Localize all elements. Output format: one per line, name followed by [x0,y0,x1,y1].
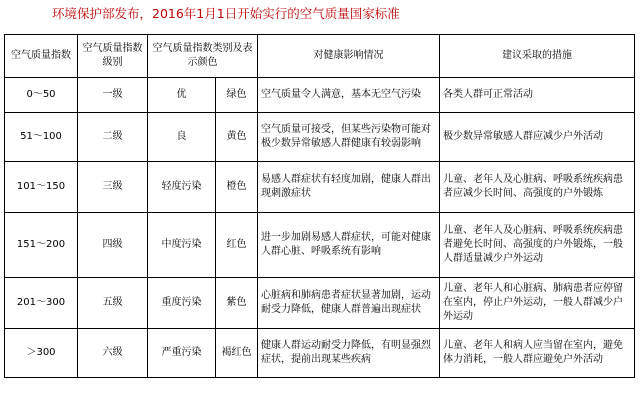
advice-cell: 儿童、老年人和心脏病、肺病患者应停留在室内，停止户外运动，一般人群减少户外运动 [440,278,635,329]
health-cell: 空气质量令人满意，基本无空气污染 [258,78,440,113]
category-cell: 中度污染 [148,213,216,278]
category-cell: 良 [148,113,216,162]
table-row [5,113,635,162]
category-cell: 严重污染 [148,329,216,378]
index-cell: 101～150 [5,162,78,213]
page-title: 环境保护部发布，2016年1月1日开始实行的空气质量国家标准 [52,6,400,21]
level-cell: 二级 [78,113,148,162]
health-cell: 空气质量可接受，但某些污染物可能对极少数异常敏感人群健康有较弱影响 [258,113,440,162]
table-row [5,162,635,213]
color-cell: 紫色 [216,278,258,329]
category-cell: 重度污染 [148,278,216,329]
header-category: 空气质量指数类别及表示颜色 [148,35,258,78]
level-cell: 五级 [78,278,148,329]
color-cell: 褐红色 [216,329,258,378]
level-cell: 四级 [78,213,148,278]
category-cell: 优 [148,78,216,113]
health-cell: 心脏病和肺病患者症状显著加剧，运动耐受力降低，健康人群普遍出现症状 [258,278,440,329]
index-cell: 51～100 [5,113,78,162]
table-row [5,78,635,113]
header-index: 空气质量指数 [5,35,78,78]
color-cell: 绿色 [216,78,258,113]
table-row [5,213,635,278]
advice-cell: 各类人群可正常活动 [440,78,635,113]
header-level: 空气质量指数级别 [78,35,148,78]
level-cell: 一级 [78,78,148,113]
header-row [5,35,635,78]
health-cell: 易感人群症状有轻度加剧，健康人群出现刺激症状 [258,162,440,213]
color-cell: 黄色 [216,113,258,162]
air-quality-table [4,34,635,378]
health-cell: 健康人群运动耐受力降低，有明显强烈症状，提前出现某些疾病 [258,329,440,378]
category-cell: 轻度污染 [148,162,216,213]
index-cell: 201～300 [5,278,78,329]
header-health: 对健康影响情况 [258,35,440,78]
health-cell: 进一步加剧易感人群症状，可能对健康人群心脏、呼吸系统有影响 [258,213,440,278]
level-cell: 三级 [78,162,148,213]
advice-cell: 儿童、老年人及心脏病、呼吸系统疾病患者应减少长时间、高强度的户外锻炼 [440,162,635,213]
advice-cell: 儿童、老年人及心脏病、呼吸系统疾病患者避免长时间、高强度的户外锻炼，一般人群适量减少户外运动 [440,213,635,278]
table-row [5,278,635,329]
index-cell: 0～50 [5,78,78,113]
level-cell: 六级 [78,329,148,378]
header-advice: 建议采取的措施 [440,35,635,78]
table-row [5,329,635,378]
color-cell: 橙色 [216,162,258,213]
index-cell: 151～200 [5,213,78,278]
index-cell: ＞300 [5,329,78,378]
color-cell: 红色 [216,213,258,278]
advice-cell: 极少数异常敏感人群应减少户外活动 [440,113,635,162]
advice-cell: 儿童、老年人和病人应当留在室内，避免体力消耗，一般人群应避免户外活动 [440,329,635,378]
